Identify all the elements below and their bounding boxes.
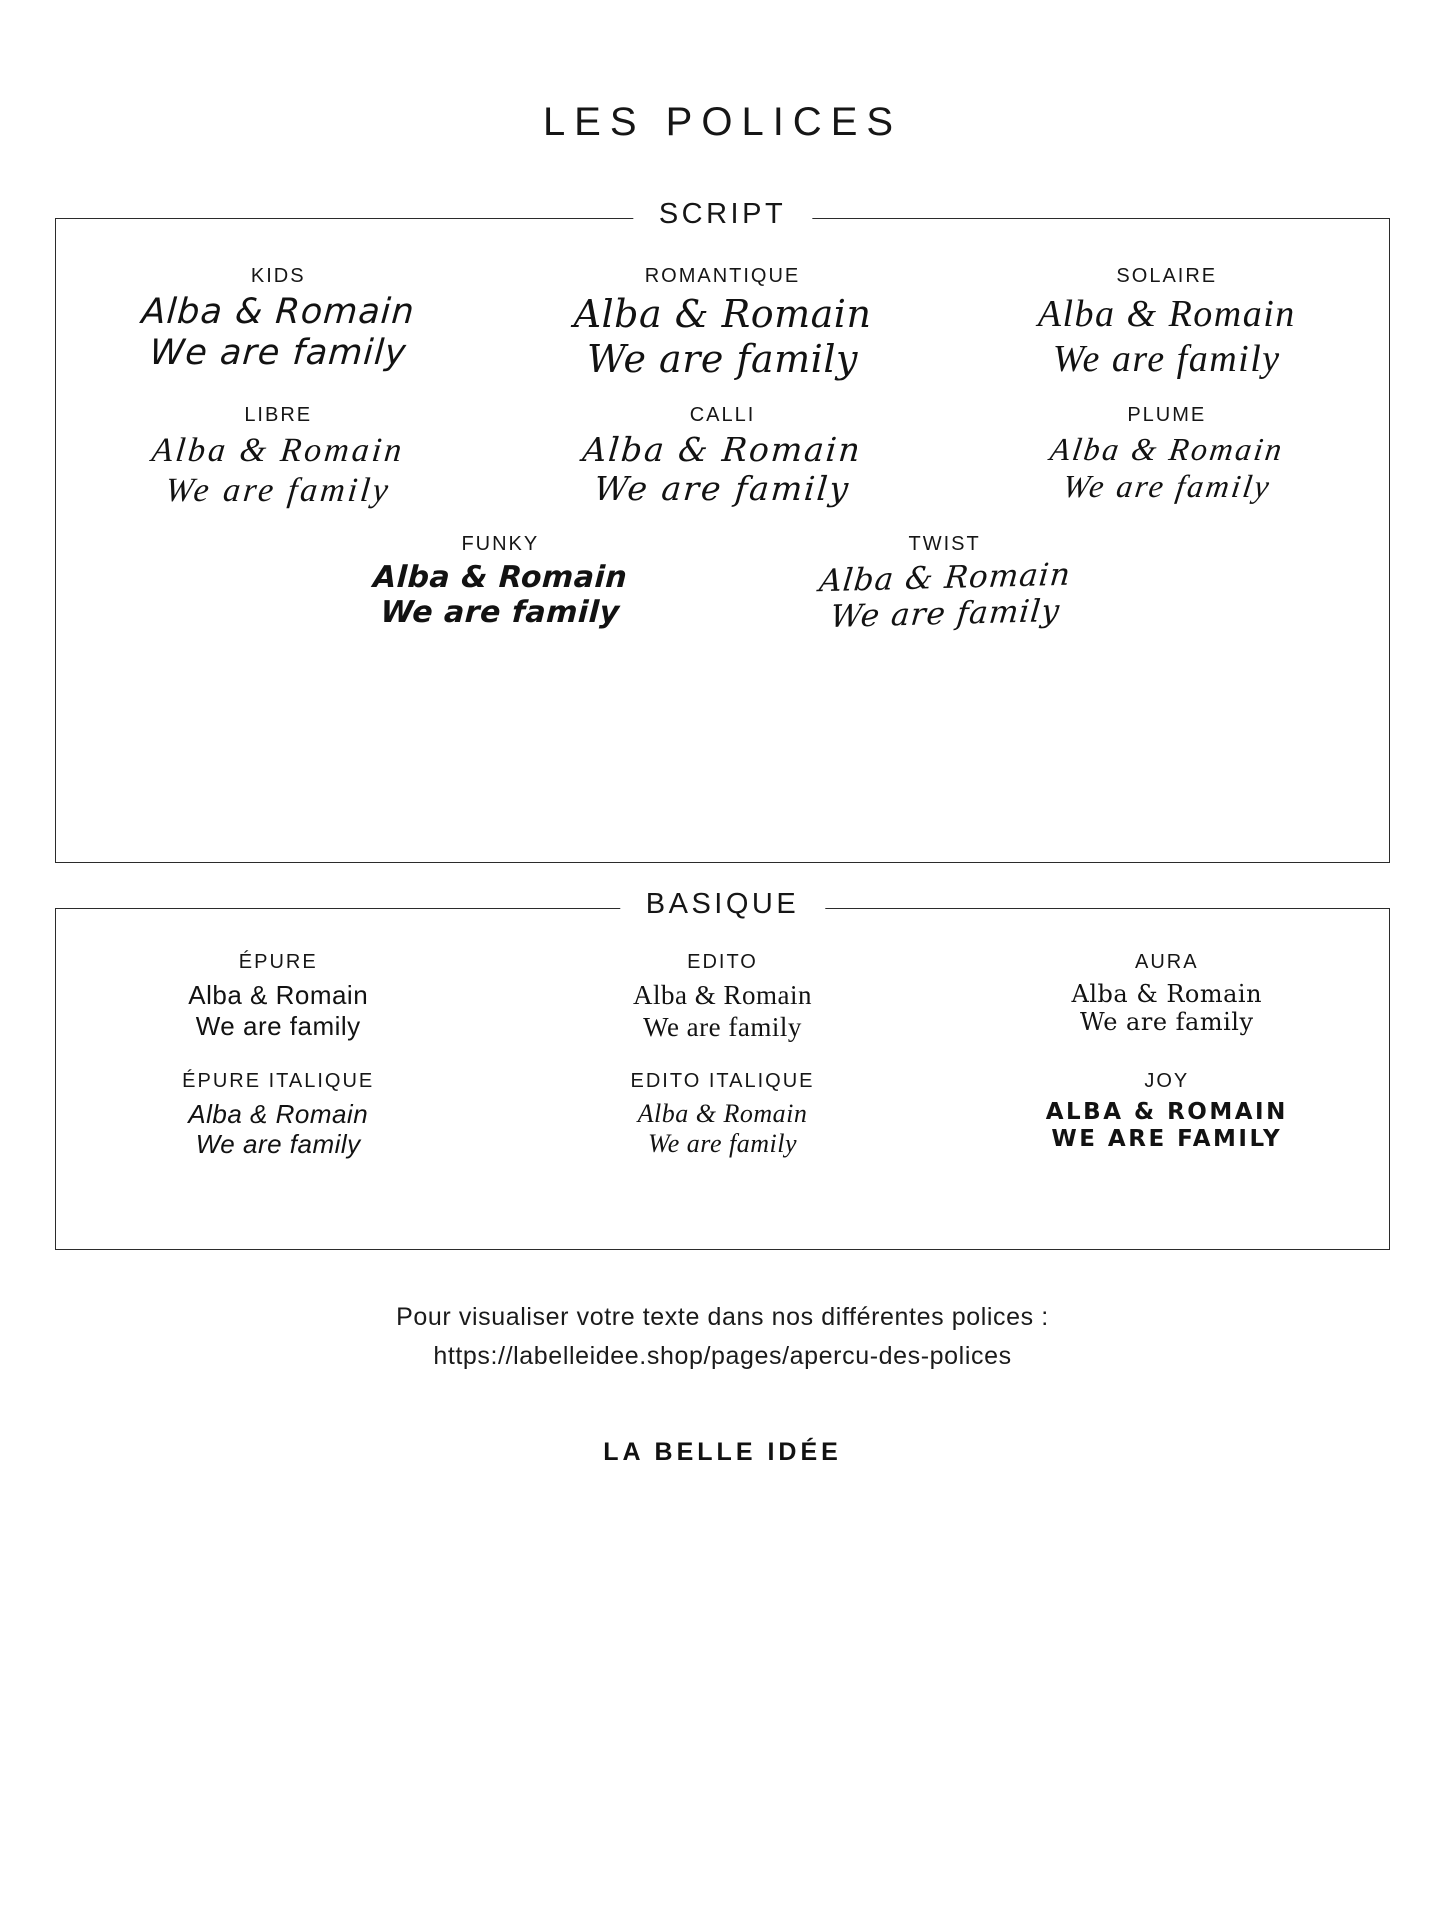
font-sample-line-1: Alba & Romain [1047,430,1287,467]
font-sample-edito-italique [500,1070,944,1160]
font-sample-plume [945,404,1389,511]
font-sample-line-2: We are family [148,333,409,374]
poster-page [0,100,1445,1906]
font-name-epure: ÉPURE [238,951,318,973]
font-name-funky: FUNKY [461,532,540,555]
font-sample-line-2: We are family [643,1011,802,1042]
font-sample-line-2: We are family [379,595,621,631]
font-name-twist: TWIST [908,532,981,555]
font-sample-line-2: We are family [648,1129,797,1159]
font-sample-line-2: We are family [1080,1008,1254,1037]
section-label-script: SCRIPT [633,198,812,231]
brand-name: LA BELLE IDÉE [603,1437,842,1466]
font-name-edito-italique: EDITO ITALIQUE [630,1069,815,1092]
font-name-libre: LIBRE [244,403,313,426]
font-sample-line-2: We are family [163,471,393,509]
font-name-epure-italique: ÉPURE ITALIQUE [182,1069,375,1092]
page-title: LES POLICES [542,100,903,144]
font-sample-line-2: We are family [587,336,858,381]
font-sample-line-1: Alba & Romain [150,431,407,469]
font-name-calli: CALLI [689,403,756,426]
font-sample-line-1: Alba & Romain [188,1098,369,1129]
font-sample-line-1: Alba & Romain [1071,980,1263,1008]
section-script [55,198,1390,863]
font-sample-line-2: We are family [828,593,1062,636]
font-sample-line-2: We are family [195,1129,361,1160]
font-name-solaire: SOLAIRE [1116,265,1218,287]
font-sample-line-1: Alba & Romain [372,559,629,595]
font-sample-aura [945,951,1389,1044]
font-name-plume: PLUME [1127,403,1207,426]
font-sample-kids [56,265,500,382]
font-sample-line-2: We are family [593,468,853,508]
font-sample-epure [56,951,500,1044]
font-name-joy: JOY [1144,1069,1190,1092]
font-sample-line-2: WE ARE FAMILY [1051,1125,1283,1152]
font-name-aura: AURA [1134,951,1199,973]
font-sample-twist [723,532,1167,636]
font-sample-line-2: We are family [1060,468,1274,505]
font-sample-libre [56,404,500,511]
font-sample-line-2: We are family [195,1010,361,1041]
font-sample-epure-italique [56,1070,500,1160]
font-sample-line-1: Alba & Romain [188,980,369,1010]
script-font-grid [56,219,1389,655]
font-sample-line-1: ALBA & ROMAIN [1045,1098,1288,1125]
font-sample-solaire [945,265,1389,382]
font-sample-line-1: Alba & Romain [573,292,872,336]
font-sample-joy [945,1070,1389,1160]
font-sample-line-1: Alba & Romain [637,1098,808,1128]
font-sample-edito [500,951,944,1044]
font-name-romantique: ROMANTIQUE [644,265,801,287]
font-sample-line-1: Alba & Romain [1037,293,1296,335]
footer-instruction: Pour visualiser votre texte dans nos différentes polices : [396,1303,1049,1331]
font-sample-line-2: We are family [1052,337,1281,380]
section-basique [55,888,1390,1250]
font-sample-romantique [500,265,944,382]
basique-font-grid [56,909,1389,1186]
font-sample-line-1: Alba & Romain [817,556,1073,600]
font-sample-line-1: Alba & Romain [140,292,417,332]
font-name-kids: KIDS [250,265,306,287]
footer [55,1298,1390,1376]
font-sample-line-1: Alba & Romain [633,980,812,1010]
font-sample-line-1: Alba & Romain [581,429,864,469]
font-sample-funky [278,533,722,633]
font-sample-calli [500,404,944,511]
section-label-basique: BASIQUE [620,888,825,921]
footer-url[interactable]: https://labelleidee.shop/pages/apercu-des-polices [433,1341,1012,1370]
font-name-edito: EDITO [687,951,758,973]
